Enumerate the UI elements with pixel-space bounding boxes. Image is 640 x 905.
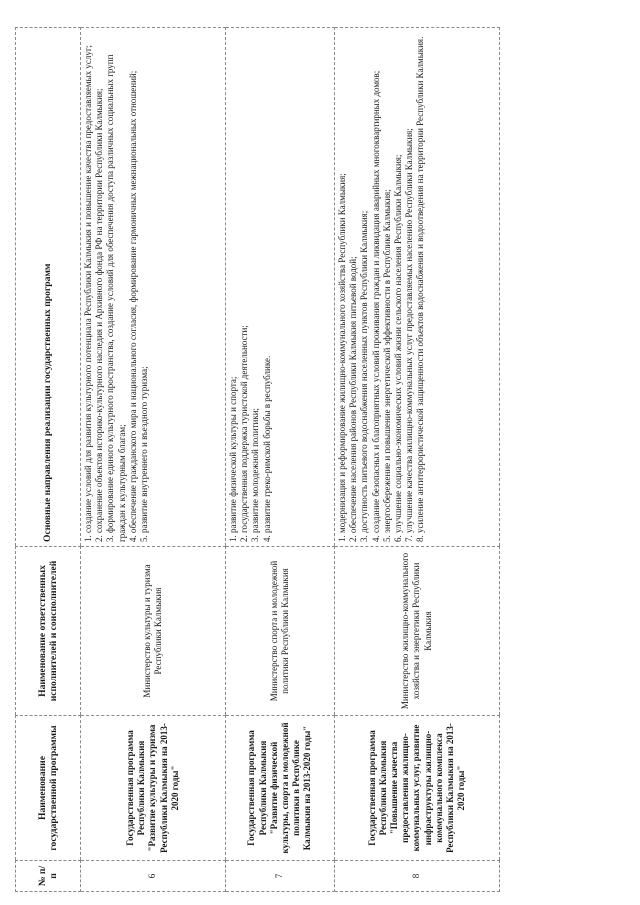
direction-item: 2. обеспечение населения районов Республики Калмыкия питьевой водой; [348, 256, 359, 542]
table-row [226, 28, 335, 892]
direction-item: 3. развитие молодежной политики; [250, 407, 261, 542]
direction-item: 3. формирование единого культурного пространства, создание условий для обеспечения доступа различных социальных групп граждан к культурным благам; [105, 54, 127, 542]
direction-item: 5. развитие внутреннего и въездного туризма; [139, 366, 150, 542]
direction-item: 8. усиление антитеррористической защищенности объектов водоснабжения и водоотведения на территории Республики Калмыкия. [415, 36, 426, 542]
table-row [335, 28, 500, 892]
header-program-name: Наименование государственной программы [16, 716, 81, 861]
row-num: 6 [81, 861, 226, 892]
program-directions [335, 28, 500, 547]
direction-item: 3. доступность питьевого водоснабжения населенных пунктов Республики Калмыкия; [359, 210, 370, 542]
direction-item: 2. государственная поддержка туристской деятельности; [239, 325, 250, 542]
header-num: № п/п [16, 861, 81, 892]
direction-item: 1. модернизация и реформирование жилищно-коммунального хозяйства Республики Калмыкия; [337, 173, 347, 542]
direction-item: 2. сохранение объектов историко-культурного наследия и Архивного фонда РФ на территории Республики Калмыкия; [94, 88, 105, 542]
direction-item: 1. развитие физической культуры и спорта; [228, 376, 238, 542]
table-row [81, 28, 226, 892]
program-directions [226, 28, 335, 547]
direction-item: 4. развитие греко-римской борьбы в республике. [261, 355, 272, 542]
table-header-row [16, 28, 81, 892]
direction-item: 5. энергосбережение и повышение энергетической эффективности в Республике Калмыкия; [381, 189, 392, 542]
program-directions [81, 28, 226, 547]
rotated-table-area [15, 30, 560, 892]
row-num: 8 [335, 861, 500, 892]
direction-item: 4. обеспечение гражданского мира и национального согласия, формирование гармоничных межнациональных отношений; [127, 70, 138, 542]
program-executors: Министерство жилищно-коммунального хозяйства и энергетики Республики Калмыкия [335, 547, 500, 716]
direction-item: 1. создание условий для развития культурного потенциала Республики Калмыкия и повышение качества предоставляемых услуг; [83, 44, 93, 542]
header-directions: Основные направления реализации государственных программ [16, 28, 81, 547]
program-executors: Министерство спорта и молодежной политики Республики Калмыкия [226, 547, 335, 716]
direction-item: 7. улучшение качества жилищно-коммунальных услуг предоставляемых населению Республики Калмыкия; [404, 128, 415, 542]
program-name: Государственная программа Республики Калмыкия "Развитие физической культуры, спорта и молодежной политики в Республике Калмыкия на 2013-2020 годы" [226, 716, 335, 861]
direction-item: 6. улучшение социально-экономических условий жизни сельского населения Республики Калмыкия; [393, 154, 404, 542]
header-executors: Наименование ответственных исполнителей и соисполнителей [16, 547, 81, 716]
program-name: Государственная программа Республики Калмыкия "Повышение качества предоставления жилищно-коммунальных услуг, развитие инфраструктуры жилищно-коммунального комплекса Республики Калмыкия на 2013-2020 годы" [335, 716, 500, 861]
program-executors: Министерство культуры и туризма Республики Калмыкия [81, 547, 226, 716]
program-name: Государственная программа Республики Калмыкия "Развитие культуры и туризма Республики Калмыкия на 2013-2020 годы" [81, 716, 226, 861]
row-num: 7 [226, 861, 335, 892]
programs-table [15, 27, 500, 892]
direction-item: 4. создание безопасных и благоприятных условий проживания граждан и ликвидация аварийных многоквартирных домов; [370, 70, 381, 542]
